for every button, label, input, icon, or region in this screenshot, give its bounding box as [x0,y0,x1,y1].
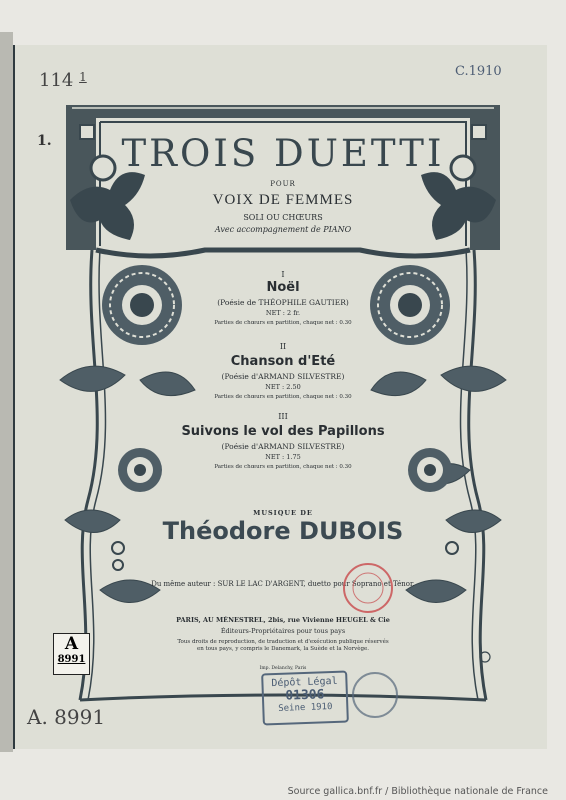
piece-1-parts-price: Parties de chœurs en partition, chaque net : 0.30 [214,320,352,326]
piece-3-poet: (Poésie d'ARMAND SILVESTRE) [221,442,345,451]
musique-de-label: MUSIQUE DE [253,509,313,517]
pencil-catalog-number: 114 $^1$ [39,70,87,91]
rights-line-2: en tous pays, y compris le Danemark, la Suède et la Norvège. [196,646,370,652]
library-stamp-red [340,560,396,616]
piece-1-roman: I [281,270,285,279]
piece-1-title: Noël [266,280,300,295]
piece-2-roman: II [279,342,287,351]
printer-line: Imp. Delanchy, Paris [259,666,307,671]
piece-1-poet: (Poésie de THÉOPHILE GAUTIER) [217,298,349,307]
piece-3-title: Suivons le vol des Papillons [181,424,385,439]
call-number-label: A 8991 [53,633,90,675]
title-soli: SOLI OU CHŒURS [243,213,323,222]
piece-3-price: NET : 1.75 [265,453,301,461]
piece-3-parts-price: Parties de chœurs en partition, chaque net : 0.30 [214,464,352,470]
depot-legal-stamp: Dépôt Légal 01306 Seine 1910 [261,671,349,726]
publisher-rights-holder: Éditeurs-Propriétaires pour tous pays [220,627,346,635]
rights-line-1: Tous droits de reproduction, de traduction et d'exécution publique réservés [177,639,389,645]
piece-2-parts-price: Parties de chœurs en partition, chaque net : 0.30 [214,394,352,400]
publisher-address: PARIS, AU MÉNESTREL, 2bis, rue Vivienne HEUGEL & Cie [176,616,390,624]
pencil-call-number: A. 8991 [27,705,106,729]
pencil-shelf-code: C.1910 [455,64,502,79]
piece-1-price: NET : 2 fr. [265,309,301,317]
page-title: TROIS DUETTI [121,132,445,175]
title-voix: VOIX DE FEMMES [212,192,354,208]
piece-2-title: Chanson d'Eté [230,354,336,369]
other-work-note: Du même auteur : SUR LE LAC D'ARGENT, duetto pour Soprano et Ténor. [151,580,415,588]
piece-3-roman: III [278,412,288,421]
title-pour: POUR [270,180,296,188]
title-accompaniment: Avec accompagnement de PIANO [214,225,352,234]
volume-number: 1. [37,133,52,149]
library-stamp-blue [350,670,400,720]
piece-2-price: NET : 2.50 [265,383,301,391]
composer-name: Théodore DUBOIS [162,517,404,545]
source-credit: Source gallica.bnf.fr / Bibliothèque nationale de France [287,786,548,797]
piece-2-poet: (Poésie d'ARMAND SILVESTRE) [221,372,345,381]
